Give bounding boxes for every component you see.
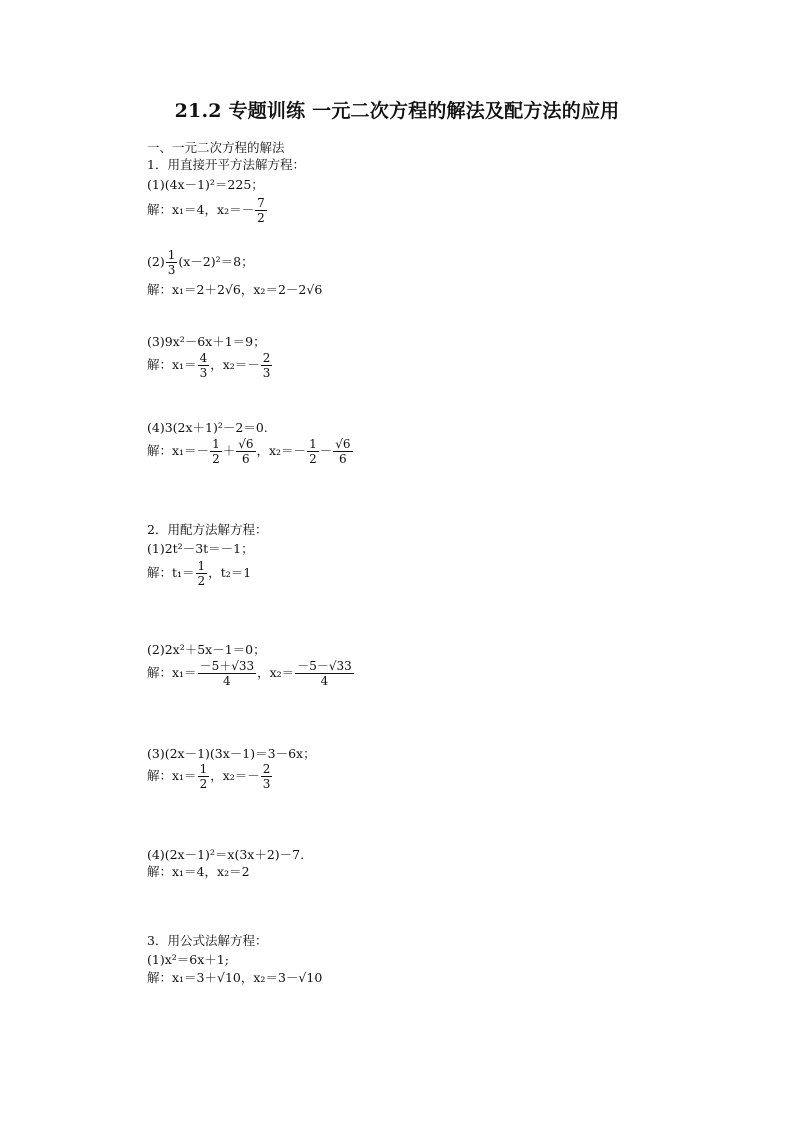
q2-p1-solution: 解：t₁＝ $\frac{1}{2}$ ，t₂＝1: [147, 559, 252, 588]
fraction: $\frac{4}{3}$: [199, 351, 208, 380]
q1-p3-equation: (3)9x²－6x＋1＝9；: [147, 334, 266, 349]
fraction: $\frac{1}{2}$: [309, 437, 317, 466]
q2-p1-equation: (1)2t²－3t＝－1；: [147, 541, 254, 556]
question-1-heading: 1．用直接开平方法解方程：: [147, 157, 305, 172]
q1-p4-equation: (4)3(2x＋1)²－2＝0.: [147, 420, 268, 435]
page-title: 21.2 专题训练 一元二次方程的解法及配方法的应用: [174, 100, 620, 122]
fraction: $\frac{1}{2}$: [212, 437, 220, 466]
fraction: $\frac{√6}{6}$: [335, 437, 351, 466]
fraction: $\frac{1}{2}$: [199, 762, 208, 791]
fraction: $\frac{√6}{6}$: [238, 437, 254, 466]
fraction: $\frac{-5+√33}{4}$: [199, 659, 255, 688]
q2-p4-solution: 解：x₁＝4，x₂＝2: [147, 864, 250, 879]
fraction: $\frac{2}{3}$: [262, 351, 271, 380]
q1-p2-solution: 解：x₁＝2＋2√6，x₂＝2－2√6: [147, 282, 323, 297]
question-3-heading: 3．用公式法解方程：: [147, 933, 268, 948]
question-2-heading: 2．用配方法解方程：: [147, 522, 268, 537]
q2-p3-equation: (3)(2x－1)(3x－1)＝3－6x；: [147, 746, 316, 761]
q2-p2-solution: 解：x₁＝ $\frac{-5+√33}{4}$ ，x₂＝ $\frac{-5-√33}{4}$: [147, 659, 352, 688]
q1-p4-solution: 解：x₁＝－ $\frac{1}{2}$ ＋ $\frac{√6}{6}$ ，x₂＝－ $\frac{1}{2}$ － $\frac{√6}{6}$: [147, 437, 351, 466]
section-heading: 一、一元二次方程的解法: [147, 140, 285, 155]
q2-p3-solution: 解：x₁＝ $\frac{1}{2}$ ，x₂＝－ $\frac{2}{3}$: [147, 762, 271, 791]
q1-p1-equation: (1)(4x－1)²＝225；: [147, 177, 264, 192]
q3-p1-solution: 解：x₁＝3＋√10，x₂＝3－√10: [147, 970, 323, 985]
q1-p1-solution: [147, 196, 268, 225]
q1-p2-equation: (2) $\frac{1}{3}$ (x－2)²＝8；: [147, 248, 254, 277]
fraction: $\frac{1}{3}$: [167, 248, 176, 277]
fraction: $\frac{7}{2}$: [257, 196, 265, 225]
q1-p3-solution: 解：x₁＝ $\frac{4}{3}$ ，x₂＝－ $\frac{2}{3}$: [147, 351, 271, 380]
fraction: $\frac{-5-√33}{4}$: [297, 659, 352, 688]
fraction: $\frac{2}{3}$: [262, 762, 271, 791]
fraction: $\frac{1}{2}$: [197, 559, 206, 588]
q2-p4-equation: (4)(2x－1)²＝x(3x＋2)－7.: [147, 847, 305, 862]
solution-text: 解：x₁＝4，x₂＝－: [147, 202, 255, 217]
q3-p1-equation: (1)x²＝6x＋1;: [147, 952, 229, 967]
q2-p2-equation: (2)2x²＋5x－1＝0；: [147, 642, 266, 657]
